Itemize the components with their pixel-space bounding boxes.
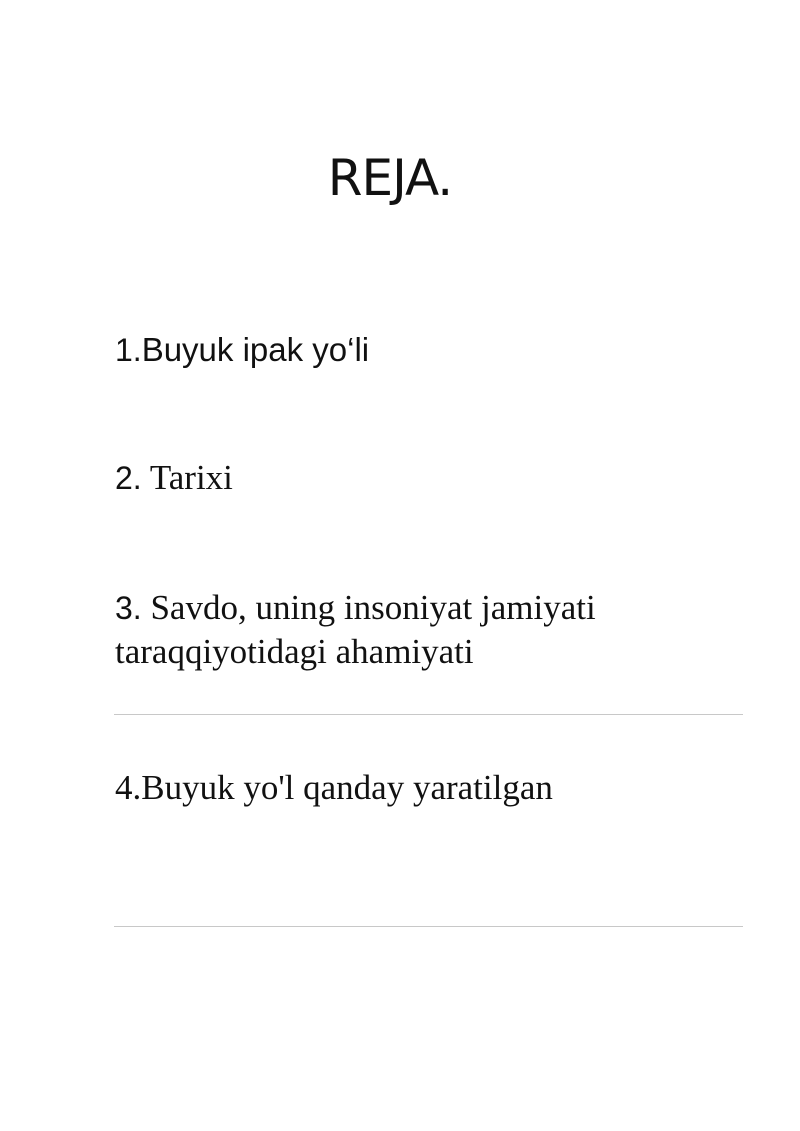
- item-number: 4.: [115, 768, 142, 807]
- plan-item-4: [115, 766, 745, 810]
- horizontal-rule: [114, 926, 743, 927]
- item-text: Tarixi: [149, 458, 233, 497]
- item-text: Buyuk ipak yo‘li: [141, 331, 370, 368]
- horizontal-rule: [114, 714, 743, 715]
- plan-item-1: [115, 328, 745, 372]
- item-text: Buyuk yo'l qanday yaratilgan: [141, 768, 553, 807]
- plan-item-2: [115, 456, 745, 500]
- item-number: 2.: [115, 460, 142, 496]
- page-title: REJA.: [327, 149, 453, 207]
- plan-item-3: [115, 586, 745, 674]
- item-text: Savdo, uning insoniyat jamiyati taraqqiyotidagi ahamiyati: [115, 588, 596, 671]
- item-number: 3.: [115, 590, 142, 626]
- item-number: 1.: [115, 332, 142, 368]
